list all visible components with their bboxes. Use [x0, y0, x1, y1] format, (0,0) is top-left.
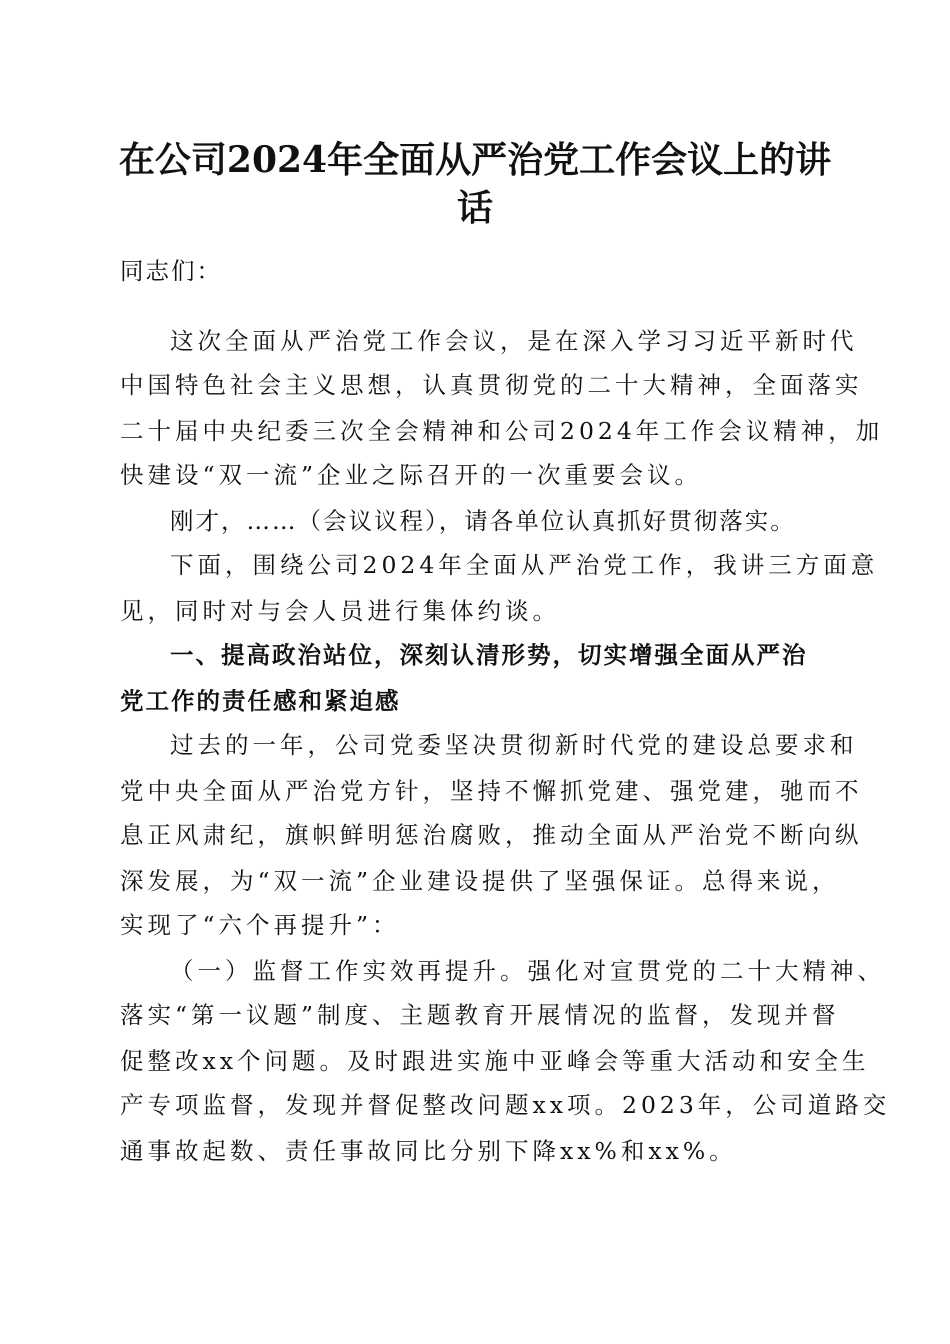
title-line-1: 在公司2024年全面从严治党工作会议上的讲 — [118, 139, 832, 181]
salutation: 同志们： — [120, 257, 222, 285]
paragraph-line: 产专项监督，发现并督促整改问题xx项。2023年，公司道路交 — [120, 1091, 891, 1119]
paragraph-line: 促整改xx个问题。及时跟进实施中亚峰会等重大活动和安全生 — [120, 1047, 870, 1075]
document-title — [100, 136, 850, 232]
paragraph-line: 息正风肃纪，旗帜鲜明惩治腐败，推动全面从严治党不断向纵 — [120, 821, 863, 849]
section-heading: 党工作的责任感和紧迫感 — [120, 687, 401, 715]
paragraph-line: 这次全面从严治党工作会议，是在深入学习习近平新时代 — [170, 327, 858, 355]
title-line-2: 话 — [456, 187, 493, 229]
paragraph-line: 实现了“六个再提升”： — [120, 911, 400, 939]
paragraph-line: （一）监督工作实效再提升。强化对宣贯党的二十大精神、 — [170, 957, 885, 985]
paragraph-line: 通事故起数、责任事故同比分别下降xx%和xx%。 — [120, 1137, 737, 1165]
paragraph-line: 二十届中央纪委三次全会精神和公司2024年工作会议精神，加 — [120, 417, 884, 445]
paragraph-line: 刚才，……（会议议程），请各单位认真抓好贯彻落实。 — [170, 507, 796, 535]
paragraph-line: 中国特色社会主义思想，认真贯彻党的二十大精神，全面落实 — [120, 371, 863, 399]
paragraph-line: 党中央全面从严治党方针，坚持不懈抓党建、强党建，驰而不 — [120, 777, 863, 805]
paragraph-line: 落实“第一议题”制度、主题教育开展情况的监督，发现并督 — [120, 1001, 840, 1029]
paragraph-line: 见，同时对与会人员进行集体约谈。 — [120, 597, 560, 625]
section-heading: 一、提高政治站位，深刻认清形势，切实增强全面从严治 — [170, 641, 808, 669]
paragraph-line: 深发展，为“双一流”企业建设提供了坚强保证。总得来说， — [120, 867, 840, 895]
paragraph-line: 下面，围绕公司2024年全面从严治党工作，我讲三方面意 — [170, 551, 879, 579]
paragraph-line: 快建设“双一流”企业之际召开的一次重要会议。 — [120, 461, 703, 489]
paragraph-line: 过去的一年，公司党委坚决贯彻新时代党的建设总要求和 — [170, 731, 858, 759]
